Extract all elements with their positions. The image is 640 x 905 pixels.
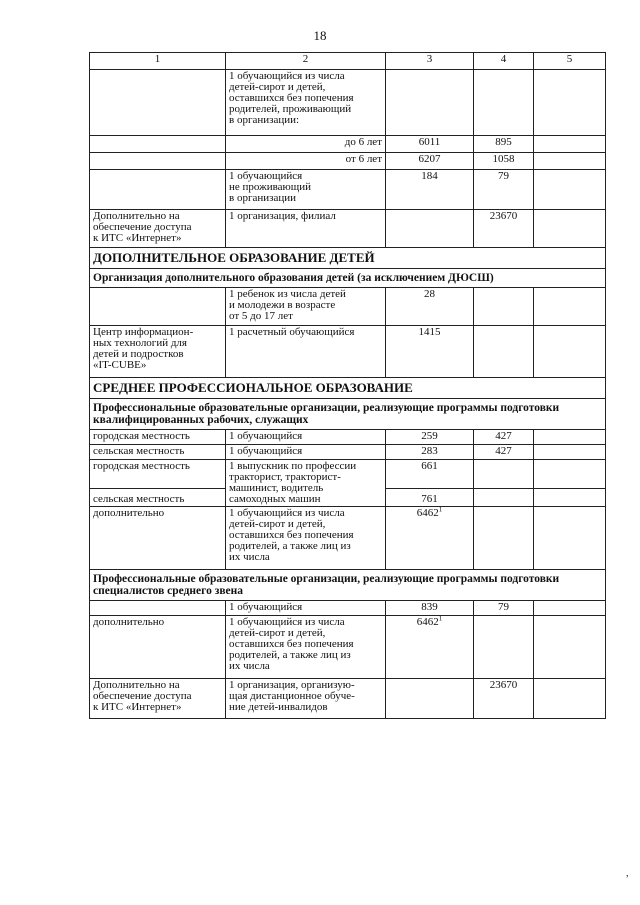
tariff-table [89, 52, 606, 719]
table-row [90, 430, 606, 445]
value-cell: 79 [474, 601, 534, 616]
subsection-title: Организация дополнительного образования детей (за исключением ДЮСШ) [90, 269, 606, 288]
unit-cell: 1 организация, филиал [226, 210, 386, 248]
subsection-row [90, 570, 606, 601]
table-row [90, 153, 606, 170]
value-cell: 6462$^1$ [386, 616, 474, 679]
table-row [90, 136, 606, 153]
section-row [90, 378, 606, 399]
header-col-1: 1 [90, 53, 226, 70]
section-title-spo: СРЕДНЕЕ ПРОФЕССИОНАЛЬНОЕ ОБРАЗОВАНИЕ [90, 378, 606, 399]
unit-cell: 1 выпускник по профессии тракторист, тракторист- машинист, водитель самоходных машин [226, 460, 386, 507]
unit-cell: 1 обучающийся [226, 445, 386, 460]
section-title-additional: ДОПОЛНИТЕЛЬНОЕ ОБРАЗОВАНИЕ ДЕТЕЙ [90, 248, 606, 269]
label-cell: сельская местность [90, 445, 226, 460]
unit-cell: 1 обучающийся из числа детей-сирот и детей, оставшихся без попечения родителей, а также лиц из их числа [226, 507, 386, 570]
value-cell: 23670 [474, 679, 534, 719]
label-cell: Центр информацион- ных технологий для детей и подростков «IT-CUBE» [90, 326, 226, 378]
value-cell: 661 [386, 460, 474, 489]
value-cell: 184 [386, 170, 474, 210]
table-row [90, 326, 606, 378]
page-number: 18 [313, 28, 327, 43]
value-cell: 6462$^1$ [386, 507, 474, 570]
value-cell: 839 [386, 601, 474, 616]
label-cell: городская местность [90, 460, 226, 489]
subsection-row [90, 269, 606, 288]
header-col-4: 4 [474, 53, 534, 70]
value-cell: 6011 [386, 136, 474, 153]
header-col-2: 2 [226, 53, 386, 70]
margin-mark: , [626, 868, 629, 879]
unit-cell: 1 расчетный обучающийся [226, 326, 386, 378]
label-cell: Дополнительно на обеспечение доступа к ИТС «Интернет» [90, 679, 226, 719]
unit-cell: от 6 лет [226, 153, 386, 170]
subsection-title: Профессиональные образовательные организации, реализующие программы подготовки специалистов среднего звена [90, 570, 606, 601]
section-row [90, 248, 606, 269]
value-cell: 259 [386, 430, 474, 445]
subsection-title: Профессиональные образовательные организации, реализующие программы подготовки квалифицированных рабочих, служащих [90, 399, 606, 430]
label-cell: сельская местность [90, 488, 226, 506]
table-row [90, 170, 606, 210]
unit-cell: 1 обучающийся [226, 601, 386, 616]
unit-cell: 1 обучающийся не проживающий в организации [226, 170, 386, 210]
value-cell: 427 [474, 445, 534, 460]
unit-cell: 1 ребенок из числа детей и молодежи в возрасте от 5 до 17 лет [226, 288, 386, 326]
table-row [90, 445, 606, 460]
unit-cell: 1 обучающийся из числа детей-сирот и детей, оставшихся без попечения родителей, проживающий в организации: [226, 70, 386, 136]
table-row [90, 288, 606, 326]
unit-cell: до 6 лет [226, 136, 386, 153]
value-cell: 23670 [474, 210, 534, 248]
table-row [90, 601, 606, 616]
label-cell: дополнительно [90, 507, 226, 570]
value-cell: 283 [386, 445, 474, 460]
header-col-5: 5 [534, 53, 606, 70]
value-cell: 1058 [474, 153, 534, 170]
label-cell: городская местность [90, 430, 226, 445]
unit-cell: 1 обучающийся из числа детей-сирот и детей, оставшихся без попечения родителей, а также лиц из их числа [226, 616, 386, 679]
value-cell: 6207 [386, 153, 474, 170]
unit-cell: 1 организация, организую- щая дистанционное обуче- ние детей-инвалидов [226, 679, 386, 719]
value-cell: 28 [386, 288, 474, 326]
table-row [90, 679, 606, 719]
value-cell: 895 [474, 136, 534, 153]
unit-cell: 1 обучающийся [226, 430, 386, 445]
label-cell: дополнительно [90, 616, 226, 679]
table-row [90, 460, 606, 489]
value-cell: 427 [474, 430, 534, 445]
value-cell: 1415 [386, 326, 474, 378]
table-row [90, 210, 606, 248]
table-row [90, 70, 606, 136]
table-row [90, 507, 606, 570]
value-cell: 79 [474, 170, 534, 210]
value-cell: 761 [386, 488, 474, 506]
subsection-row [90, 399, 606, 430]
header-col-3: 3 [386, 53, 474, 70]
table-row [90, 616, 606, 679]
label-cell: Дополнительно на обеспечение доступа к ИТС «Интернет» [90, 210, 226, 248]
table-header-row [90, 53, 606, 70]
